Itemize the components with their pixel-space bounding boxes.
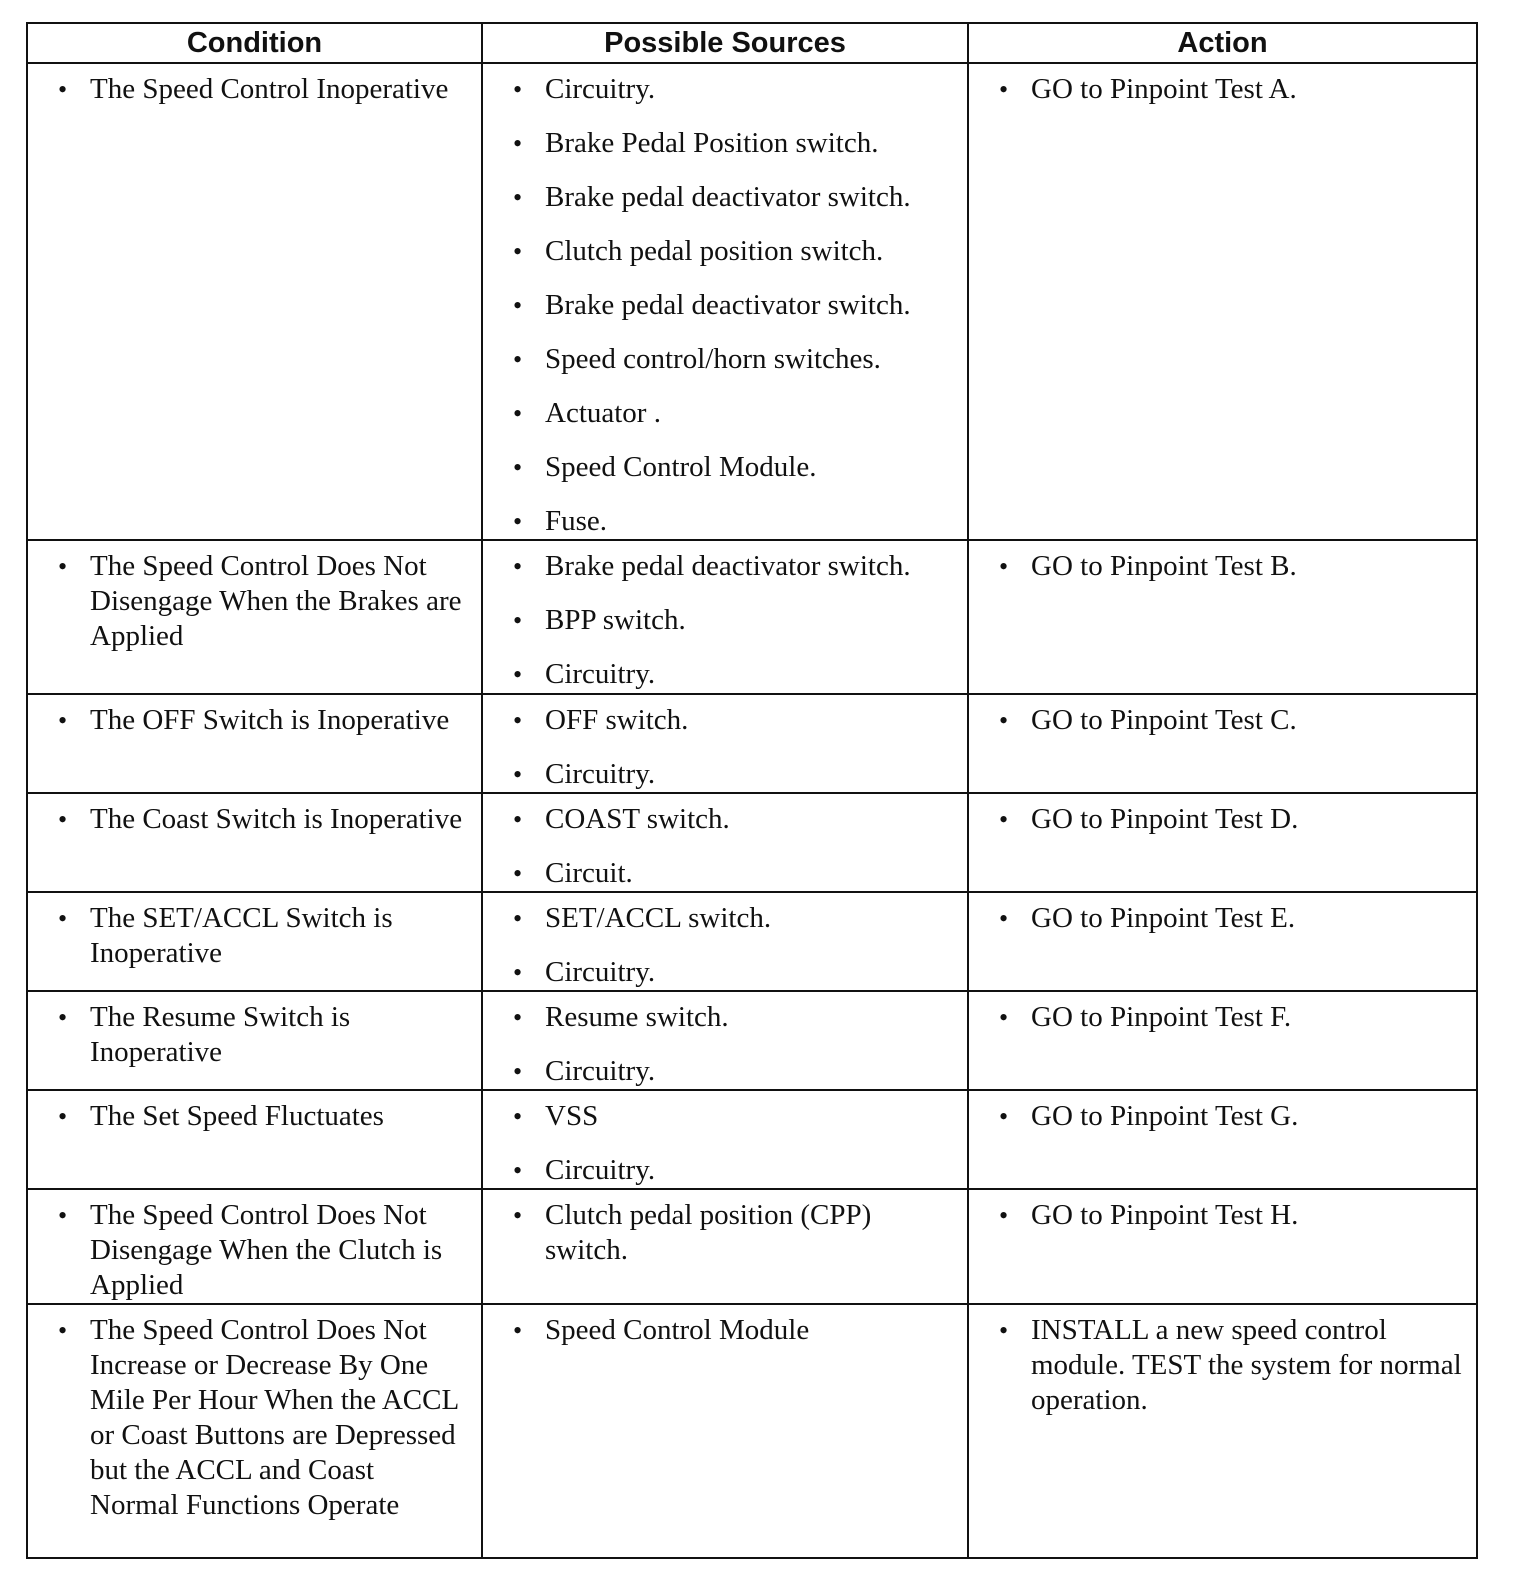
bullet-icon: •: [513, 183, 523, 212]
list-item: [483, 1099, 957, 1134]
list-item: [483, 72, 957, 107]
bullet-icon: •: [513, 904, 523, 933]
list-item: [483, 180, 957, 215]
list-item: [483, 1054, 957, 1089]
condition-cell: [27, 991, 482, 1090]
condition-cell-list: [28, 695, 481, 738]
action-cell-list: [969, 794, 1476, 837]
bullet-icon: •: [58, 1201, 68, 1230]
list-item: [483, 856, 957, 891]
condition-cell: [27, 1189, 482, 1304]
bullet-icon: •: [999, 1102, 1009, 1131]
list-item-text: The Speed Control Does Not Disengage When the Brakes are Applied: [90, 550, 462, 652]
bullet-icon: •: [513, 552, 523, 581]
action-cell: [968, 991, 1477, 1090]
bullet-icon: •: [513, 606, 523, 635]
condition-cell-list: [28, 1305, 481, 1523]
list-item: [483, 549, 957, 584]
list-item: [483, 450, 957, 485]
bullet-icon: •: [513, 1316, 523, 1345]
bullet-icon: •: [58, 1003, 68, 1032]
table-row: [27, 63, 1477, 540]
list-item-text: Speed Control Module: [545, 1314, 810, 1346]
condition-cell: [27, 892, 482, 991]
list-item-text: Speed control/horn switches.: [545, 343, 881, 375]
list-item-text: COAST switch.: [545, 803, 730, 835]
list-item-text: The Resume Switch is Inoperative: [90, 1001, 351, 1068]
list-item: [483, 1198, 957, 1268]
action-cell-list: [969, 1305, 1476, 1418]
table-row: [27, 892, 1477, 991]
list-item: [483, 234, 957, 269]
list-item-text: SET/ACCL switch.: [545, 902, 772, 934]
action-cell-list: [969, 893, 1476, 936]
table-header: [27, 23, 1477, 63]
sources-cell: [482, 63, 968, 540]
list-item-text: The Speed Control Does Not Increase or Decrease By One Mile Per Hour When the ACCL or Coast Buttons are Depressed but the ACCL and Coast Normal Functions Operate: [90, 1314, 459, 1521]
header-row: [27, 23, 1477, 63]
bullet-icon: •: [513, 75, 523, 104]
table-row: [27, 1189, 1477, 1304]
list-item: [969, 802, 1466, 837]
list-item-text: The Speed Control Inoperative: [90, 73, 449, 105]
list-item: [483, 288, 957, 323]
list-item-text: VSS: [545, 1100, 599, 1132]
list-item-text: Brake pedal deactivator switch.: [545, 289, 911, 321]
list-item: [483, 657, 957, 692]
list-item: [483, 802, 957, 837]
list-item: [483, 757, 957, 792]
list-item: [28, 549, 471, 654]
sources-cell-list: [483, 893, 967, 990]
action-cell-list: [969, 695, 1476, 738]
bullet-icon: •: [513, 660, 523, 689]
action-cell-list: [969, 992, 1476, 1035]
bullet-icon: •: [513, 291, 523, 320]
action-cell-list: [969, 1091, 1476, 1134]
bullet-icon: •: [58, 75, 68, 104]
bullet-icon: •: [999, 904, 1009, 933]
list-item: [28, 72, 471, 107]
list-item: [483, 603, 957, 638]
bullet-icon: •: [58, 1316, 68, 1345]
bullet-icon: •: [58, 805, 68, 834]
list-item: [969, 1099, 1466, 1134]
list-item-text: Circuit.: [545, 857, 633, 889]
bullet-icon: •: [999, 75, 1009, 104]
list-item: [28, 802, 471, 837]
list-item-text: Circuitry.: [545, 1154, 656, 1186]
list-item-text: GO to Pinpoint Test G.: [1031, 1100, 1299, 1132]
sources-cell: [482, 1304, 968, 1558]
list-item: [483, 1000, 957, 1035]
bullet-icon: •: [513, 1102, 523, 1131]
bullet-icon: •: [513, 958, 523, 987]
action-cell: [968, 63, 1477, 540]
list-item: [969, 1000, 1466, 1035]
table-row: [27, 991, 1477, 1090]
bullet-icon: •: [513, 345, 523, 374]
list-item-text: GO to Pinpoint Test B.: [1031, 550, 1297, 582]
action-cell: [968, 1189, 1477, 1304]
sources-cell-list: [483, 64, 967, 539]
list-item-text: Brake pedal deactivator switch.: [545, 181, 911, 213]
list-item: [969, 703, 1466, 738]
list-item: [483, 703, 957, 738]
condition-cell-list: [28, 1091, 481, 1134]
action-cell: [968, 540, 1477, 694]
list-item-text: BPP switch.: [545, 604, 686, 636]
list-item-text: GO to Pinpoint Test A.: [1031, 73, 1297, 105]
action-cell-list: [969, 541, 1476, 584]
list-item: [969, 1198, 1466, 1233]
list-item-text: The Set Speed Fluctuates: [90, 1100, 384, 1132]
list-item-text: Fuse.: [545, 505, 608, 537]
bullet-icon: •: [513, 237, 523, 266]
sources-cell-list: [483, 794, 967, 891]
bullet-icon: •: [999, 552, 1009, 581]
bullet-icon: •: [513, 1003, 523, 1032]
bullet-icon: •: [513, 805, 523, 834]
action-cell: [968, 694, 1477, 793]
list-item: [483, 1153, 957, 1188]
list-item-text: Circuitry.: [545, 658, 656, 690]
sources-cell: [482, 892, 968, 991]
list-item-text: Circuitry.: [545, 758, 656, 790]
bullet-icon: •: [999, 1201, 1009, 1230]
condition-cell-list: [28, 541, 481, 654]
list-item: [969, 1313, 1466, 1418]
sources-cell: [482, 991, 968, 1090]
sources-cell-list: [483, 1190, 967, 1268]
table-row: [27, 1090, 1477, 1189]
list-item: [969, 901, 1466, 936]
list-item-text: GO to Pinpoint Test C.: [1031, 704, 1297, 736]
bullet-icon: •: [513, 507, 523, 536]
list-item: [483, 504, 957, 539]
list-item: [483, 955, 957, 990]
list-item-text: Brake Pedal Position switch.: [545, 127, 879, 159]
condition-cell-list: [28, 64, 481, 107]
list-item: [483, 342, 957, 377]
list-item: [28, 1313, 471, 1523]
table-row: [27, 540, 1477, 694]
sources-cell-list: [483, 1305, 967, 1348]
list-item-text: Circuitry.: [545, 73, 656, 105]
condition-cell: [27, 694, 482, 793]
list-item: [969, 549, 1466, 584]
list-item-text: Clutch pedal position (CPP) switch.: [545, 1199, 872, 1266]
header-condition: Condition: [27, 23, 482, 63]
list-item-text: Circuitry.: [545, 1055, 656, 1087]
list-item: [969, 72, 1466, 107]
sources-cell: [482, 540, 968, 694]
list-item-text: Speed Control Module.: [545, 451, 817, 483]
diagnosis-table: [26, 22, 1478, 1559]
action-cell: [968, 1304, 1477, 1558]
list-item-text: GO to Pinpoint Test E.: [1031, 902, 1296, 934]
list-item-text: The OFF Switch is Inoperative: [90, 704, 450, 736]
condition-cell-list: [28, 794, 481, 837]
sources-cell-list: [483, 695, 967, 792]
bullet-icon: •: [999, 1316, 1009, 1345]
condition-cell: [27, 1090, 482, 1189]
sources-cell-list: [483, 1091, 967, 1188]
action-cell: [968, 1090, 1477, 1189]
sources-cell-list: [483, 541, 967, 692]
list-item: [483, 1313, 957, 1348]
bullet-icon: •: [513, 1156, 523, 1185]
list-item: [483, 901, 957, 936]
sources-cell: [482, 1090, 968, 1189]
bullet-icon: •: [58, 904, 68, 933]
table-row: [27, 793, 1477, 892]
list-item: [28, 1000, 471, 1070]
bullet-icon: •: [513, 399, 523, 428]
list-item-text: The SET/ACCL Switch is Inoperative: [90, 902, 393, 969]
table-row: [27, 694, 1477, 793]
sources-cell: [482, 793, 968, 892]
condition-cell: [27, 1304, 482, 1558]
list-item: [483, 126, 957, 161]
list-item-text: Clutch pedal position switch.: [545, 235, 884, 267]
bullet-icon: •: [513, 859, 523, 888]
condition-cell-list: [28, 992, 481, 1070]
bullet-icon: •: [58, 1102, 68, 1131]
list-item: [28, 1099, 471, 1134]
condition-cell: [27, 63, 482, 540]
bullet-icon: •: [999, 805, 1009, 834]
list-item-text: Resume switch.: [545, 1001, 729, 1033]
sources-cell-list: [483, 992, 967, 1089]
list-item-text: GO to Pinpoint Test H.: [1031, 1199, 1299, 1231]
sources-cell: [482, 694, 968, 793]
list-item-text: GO to Pinpoint Test D.: [1031, 803, 1299, 835]
list-item-text: Circuitry.: [545, 956, 656, 988]
header-action: Action: [968, 23, 1477, 63]
action-cell: [968, 892, 1477, 991]
bullet-icon: •: [58, 552, 68, 581]
list-item-text: Actuator .: [545, 397, 661, 429]
list-item: [28, 901, 471, 971]
table-body: [27, 63, 1477, 1558]
bullet-icon: •: [513, 706, 523, 735]
list-item: [483, 396, 957, 431]
list-item-text: The Speed Control Does Not Disengage When the Clutch is Applied: [90, 1199, 443, 1301]
bullet-icon: •: [58, 706, 68, 735]
condition-cell: [27, 793, 482, 892]
list-item-text: Brake pedal deactivator switch.: [545, 550, 911, 582]
list-item-text: OFF switch.: [545, 704, 689, 736]
bullet-icon: •: [513, 1201, 523, 1230]
list-item: [28, 703, 471, 738]
bullet-icon: •: [999, 706, 1009, 735]
header-possible-sources: Possible Sources: [482, 23, 968, 63]
list-item-text: GO to Pinpoint Test F.: [1031, 1001, 1292, 1033]
list-item: [28, 1198, 471, 1303]
bullet-icon: •: [999, 1003, 1009, 1032]
condition-cell-list: [28, 893, 481, 971]
action-cell-list: [969, 64, 1476, 107]
bullet-icon: •: [513, 129, 523, 158]
bullet-icon: •: [513, 1057, 523, 1086]
action-cell-list: [969, 1190, 1476, 1233]
sources-cell: [482, 1189, 968, 1304]
action-cell: [968, 793, 1477, 892]
condition-cell-list: [28, 1190, 481, 1303]
bullet-icon: •: [513, 760, 523, 789]
condition-cell: [27, 540, 482, 694]
table-row: [27, 1304, 1477, 1558]
list-item-text: INSTALL a new speed control module. TEST the system for normal operation.: [1031, 1314, 1462, 1416]
list-item-text: The Coast Switch is Inoperative: [90, 803, 463, 835]
bullet-icon: •: [513, 453, 523, 482]
